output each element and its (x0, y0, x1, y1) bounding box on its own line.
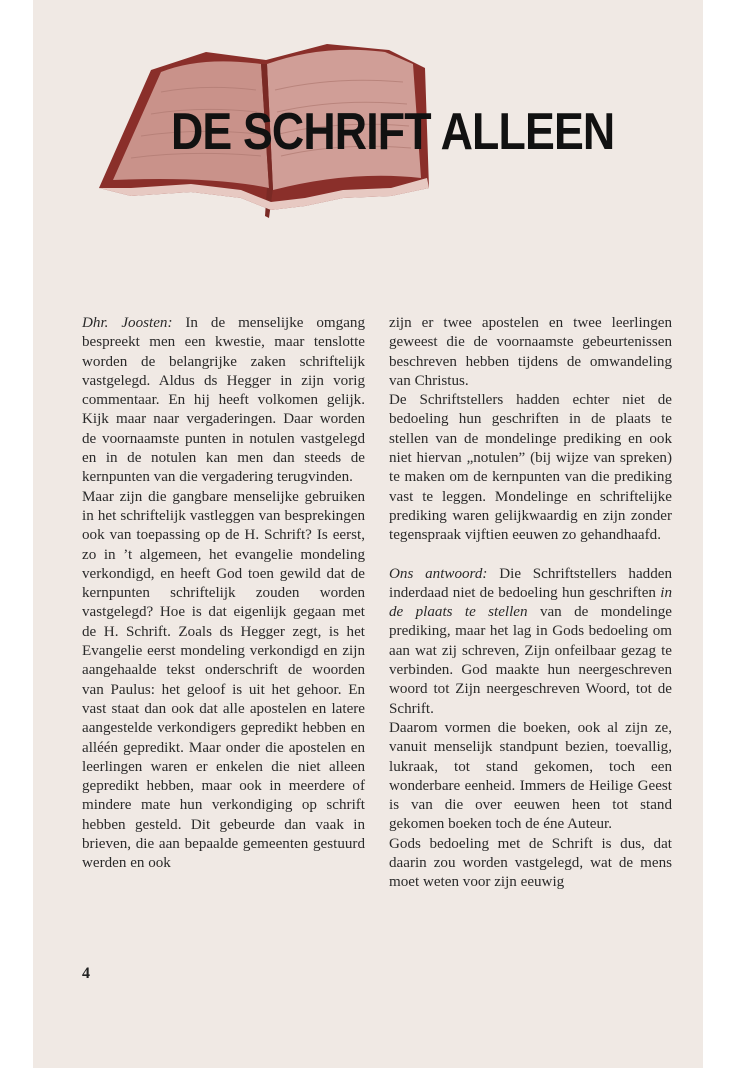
paragraph: Gods bedoeling met de Schrift is dus, dat daarin zou worden vastgelegd, wat de mens moet weten voor zijn eeuwig (389, 835, 672, 891)
paragraph-text: In de menselijke omgang bespreekt men een kwestie, maar tenslotte worden de belangrijke zaken schriftelijk vastgelegd. Aldus ds Hegger in zijn vorig commentaar. En hij heeft volkomen gelijk. Kijk maar naar vergaderingen. Daar worden de voornaamste punten in notulen vastgelegd en in de notulen kan men dan steeds de kernpunten van die vergadering terugvinden. (82, 315, 366, 486)
emphasis-text: in de plaats te stellen (389, 584, 672, 621)
page-title: DE SCHRIFT ALLEEN (171, 103, 615, 161)
speaker-label: Dhr. Joosten: (82, 315, 173, 331)
right-column (389, 314, 672, 893)
page-number: 4 (82, 965, 90, 982)
paragraph (389, 565, 672, 719)
paragraph-text: van de mondelinge prediking, maar het lag in Gods bedoeling om aan wat zij schreven, Zijn onfeilbaar gezag te verbinden. God maakte hun neergeschreven woord tot Zijn neergeschreven Woord, tot de Schrift. (389, 604, 672, 717)
paragraph (82, 314, 365, 488)
magazine-page (33, 0, 703, 1068)
paragraph-text: Die Schriftstellers hadden inderdaad niet de bedoeling hun geschriften (389, 565, 672, 601)
speaker-label: Ons antwoord: (389, 565, 488, 582)
paragraph: De Schriftstellers hadden echter niet de bedoeling hun geschriften in de plaats te stellen van de mondelinge prediking en ook niet hiervan „notulen” (bij wijze van spreken) te maken om de kernpunten van die prediking vast te leggen. Mondelinge en schriftelijke prediking waren gelijkwaardig en zijn zonder tegenspraak vijftien eeuwen zo gehandhaafd. (389, 392, 672, 544)
left-column (82, 314, 365, 874)
paragraph: Daarom vormen die boeken, ook al zijn ze, vanuit menselijk standpunt bezien, toevallig, lukraak, tot stand gekomen, toch een wonderbare eenheid. Immers de Heilige Geest is van die over eeuwen heen tot stand gekomen boeken toch de éne Auteur. (389, 719, 672, 833)
paragraph: zijn er twee apostelen en twee leerlingen geweest die de voornaamste gebeurtenissen beschreven hebben tijdens de omwandeling van Christus. (389, 315, 672, 389)
paragraph: Maar zijn die gangbare menselijke gebruiken in het schriftelijk vastleggen van besprekingen ook van toepassing op de H. Schrift? Is eerst, zo in ’t algemeen, het evangelie mondeling verkondigd, en heeft God toen gewild dat de kernpunten schriftelijk zouden worden vastgelegd? Hoe is dat eigenlijk gegaan met de H. Schrift. Zoals ds Hegger zegt, is het Evangelie eerst mondeling verkondigd en zijn aangehaalde tekst onderschrift de woorden van Paulus: het geloof is uit het gehoor. En vast staat dan ook dat alle apostelen en latere aangestelde verkondigers gepredikt hebben en alléén gepredikt. Maar onder die apostelen en leerlingen waren er enkelen die niet alleen gepredikt hebben, maar ook in meerdere of mindere mate hun verkondiging op schrift hebben gesteld. Dit gebeurde dan vaak in brieven, die aan bepaalde gemeenten gestuurd werden en ook (82, 488, 365, 872)
